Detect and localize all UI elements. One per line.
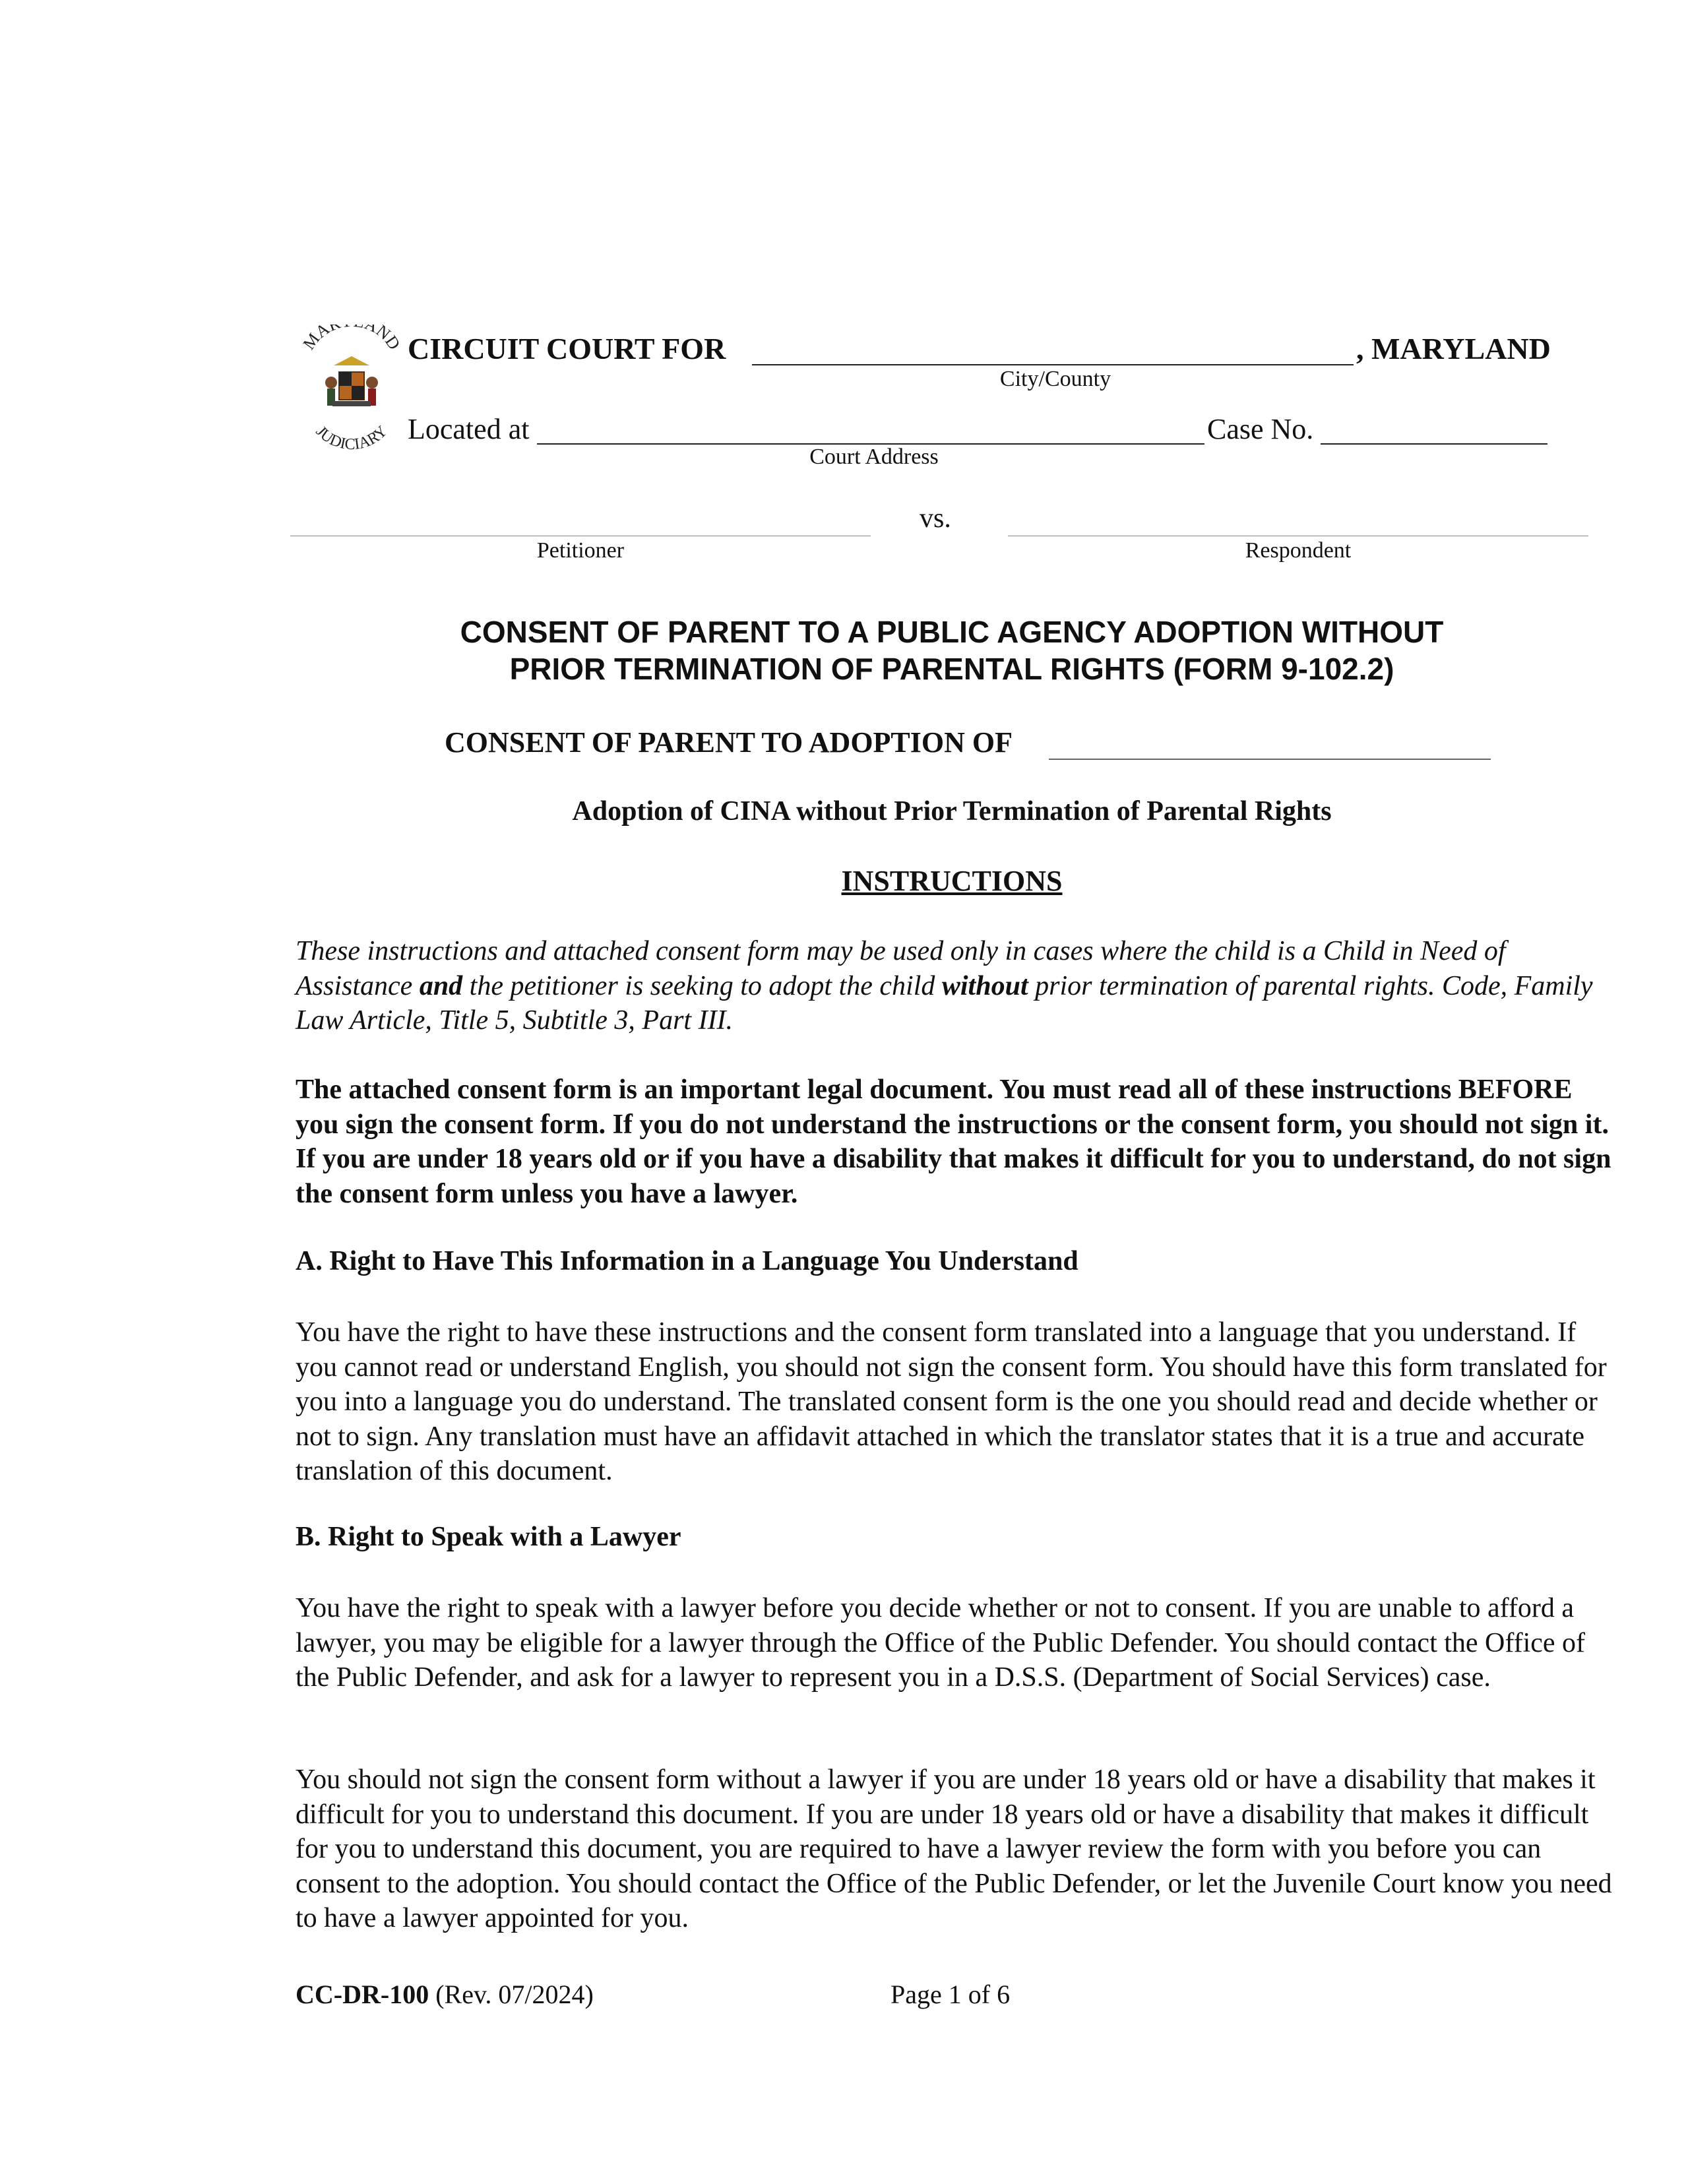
intro-text-1: These instructions and attached consent form may be used only in cases where the child is a Child in Need of Assistance [296, 936, 1506, 1001]
respondent-caption: Respondent [1245, 538, 1352, 563]
petitioner-caption: Petitioner [536, 538, 625, 563]
section-a-heading: A. Right to Have This Information in a Language You Understand [296, 1246, 1078, 1276]
maryland-label: , MARYLAND [1356, 332, 1551, 365]
subtitle: Adoption of CINA without Prior Termination of Parental Rights [572, 796, 1332, 827]
located-at-label: Located at [408, 413, 530, 445]
section-b-heading: B. Right to Speak with a Lawyer [296, 1522, 681, 1552]
intro-text-2: the petitioner is seeking to adopt the child [462, 970, 942, 1001]
circuit-court-label: CIRCUIT COURT FOR [408, 332, 726, 365]
svg-text:JUDICIARY: JUDICIARY [312, 422, 391, 450]
consent-heading: CONSENT OF PARENT TO ADOPTION OF [445, 726, 1013, 759]
intro-and: and [419, 970, 463, 1001]
form-code: CC-DR-100 [296, 1980, 429, 2009]
city-county-caption: City/County [999, 367, 1111, 391]
form-title-line-2: PRIOR TERMINATION OF PARENTAL RIGHTS (FORM 9-102.2) [509, 652, 1394, 686]
city-county-field[interactable] [752, 364, 1354, 365]
section-b-body-2: You should not sign the consent form without a lawyer if you are under 18 years old or have a disability that makes it difficult for you to understand this document. If you are under 18 years old or have a disability that makes it difficult for you to understand this document, you are required to have a lawyer review the form with you before you can consent to the adoption. You should contact the Office of the Public Defender, or let the Juvenile Court know you need to have a lawyer appointed for you. [296, 1764, 1612, 1933]
court-address-caption: Court Address [809, 445, 939, 469]
case-number-field[interactable] [1321, 443, 1547, 445]
svg-text:MARYLAND: MA AND [299, 325, 404, 354]
form-revision: (Rev. 07/2024) [429, 1980, 594, 2009]
intro-without: without [941, 970, 1028, 1001]
footer-form-code [296, 1979, 594, 2010]
form-title [296, 613, 1608, 687]
maryland-judiciary-seal [296, 325, 408, 450]
intro-paragraph [296, 934, 1615, 1038]
instructions-heading: INSTRUCTIONS [841, 865, 1063, 897]
form-title-line-1: CONSENT OF PARENT TO A PUBLIC AGENCY ADOPTION WITHOUT [460, 615, 1444, 649]
section-a-body: You have the right to have these instructions and the consent form translated into a language that you understand. If you cannot read or understand English, you should not sign the consent form. You should have this form translated for you into a language you do understand. The translated consent form is the one you should read and decide whether or not to sign. Any translation must have an affidavit attached in which the translator states that it is a true and accurate translation of this document. [296, 1317, 1607, 1486]
intro-text-3: prior termination of parental rights. Code, Family Law Article, Title 5, Subtitle 3, Part III. [296, 970, 1593, 1036]
warning-paragraph: The attached consent form is an important legal document. You must read all of these instructions BEFORE you sign the consent form. If you do not understand the instructions or the consent form, you should not sign it. If you are under 18 years old or if you have a disability that makes it difficult for you to understand, do not sign the consent form unless you have a lawyer. [296, 1075, 1611, 1209]
child-name-field[interactable] [1049, 759, 1491, 760]
vs-label: vs. [920, 503, 951, 534]
section-b-body-1: You have the right to speak with a lawyer before you decide whether or not to consent. If you are unable to afford a lawyer, you may be eligible for a lawyer through the Office of the Public Defender. You should contact the Office of the Public Defender, and ask for a lawyer to represent you in a D.S.S. (Department of Social Services) case. [296, 1593, 1586, 1693]
page-number: Page 1 of 6 [891, 1980, 1011, 2009]
case-no-label: Case No. [1207, 413, 1314, 445]
